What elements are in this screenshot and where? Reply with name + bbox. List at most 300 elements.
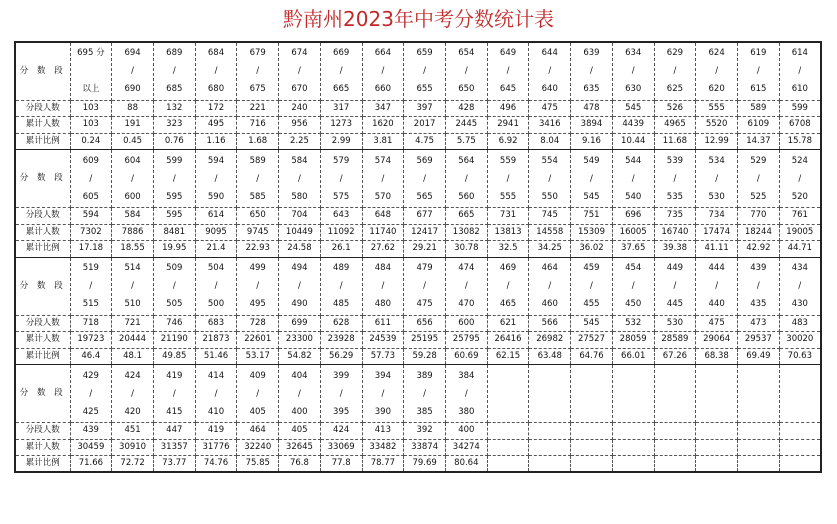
score-range-upper: 504	[207, 263, 225, 273]
score-range-upper: 539	[666, 155, 684, 166]
ratio-label: 累计比例	[15, 133, 70, 150]
score-range-lower: 565	[416, 191, 433, 202]
score-range-cell	[738, 42, 780, 100]
score-range-upper: 399	[333, 370, 350, 381]
score-range-upper: 544	[625, 155, 642, 166]
ratio-label: 累计比例	[15, 348, 70, 365]
count-cell: 656	[404, 315, 446, 332]
cumulative-cell: 4965	[654, 117, 696, 134]
score-range-upper: 434	[791, 263, 808, 273]
ratio-cell: 0.24	[70, 133, 112, 150]
count-cell: 530	[654, 315, 696, 332]
score-range-upper: 414	[207, 370, 225, 381]
score-range-separator: /	[590, 173, 593, 184]
cumulative-cell: 12417	[404, 224, 446, 241]
count-row	[15, 208, 821, 225]
score-range-lower: 435	[750, 299, 767, 309]
cumulative-label: 累计人数	[15, 117, 70, 134]
score-range-cell	[362, 42, 404, 100]
score-range-cell	[279, 257, 321, 315]
score-range-upper: 404	[291, 370, 308, 381]
cumulative-cell	[696, 439, 738, 456]
score-range-cell	[529, 257, 571, 315]
score-range-separator: /	[381, 388, 385, 399]
score-range-cell	[404, 257, 446, 315]
score-range-upper: 639	[583, 48, 600, 59]
score-range-upper: 479	[416, 263, 433, 273]
count-cell: 751	[571, 208, 613, 225]
ratio-cell: 3.81	[362, 133, 404, 150]
score-range-upper: 574	[374, 155, 391, 166]
score-range-cell	[738, 150, 780, 208]
score-range-separator: /	[423, 173, 427, 184]
score-range-separator: /	[715, 173, 719, 184]
ratio-cell: 5.75	[445, 133, 487, 150]
ratio-cell: 9.16	[571, 133, 613, 150]
ratio-cell: 39.38	[654, 241, 696, 258]
score-range-cell	[195, 150, 237, 208]
ratio-cell: 75.85	[237, 456, 279, 473]
count-cell: 447	[153, 423, 195, 440]
ratio-cell: 26.1	[320, 241, 362, 258]
count-cell: 595	[153, 208, 195, 225]
cumulative-cell: 25195	[404, 332, 446, 349]
score-range-lower: 545	[583, 191, 600, 202]
ratio-cell: 48.1	[112, 348, 154, 365]
ratio-cell: 0.45	[112, 133, 154, 150]
count-cell: 704	[279, 208, 321, 225]
count-cell: 746	[153, 315, 195, 332]
cumulative-cell: 11092	[320, 224, 362, 241]
score-range-upper: 619	[750, 48, 767, 59]
ratio-cell: 27.62	[362, 241, 404, 258]
score-range-upper: 649	[499, 48, 517, 59]
score-range-lower: 380	[458, 406, 475, 417]
score-range-separator: /	[339, 281, 343, 291]
count-cell: 594	[70, 208, 112, 225]
cumulative-cell: 34274	[445, 439, 487, 456]
score-range-lower: 540	[625, 191, 642, 202]
score-range-cell	[404, 365, 446, 423]
score-range-cell	[320, 365, 362, 423]
score-range-separator: /	[298, 388, 301, 399]
cumulative-cell: 16740	[654, 224, 696, 241]
count-cell: 496	[487, 100, 529, 117]
score-range-lower: 680	[207, 84, 225, 95]
ratio-cell: 37.65	[612, 241, 654, 258]
count-cell: 665	[445, 208, 487, 225]
cumulative-label: 累计人数	[15, 439, 70, 456]
cumulative-cell: 23928	[320, 332, 362, 349]
ratio-cell: 66.01	[612, 348, 654, 365]
ratio-cell	[571, 456, 613, 473]
score-range-lower: 650	[458, 84, 475, 95]
cumulative-cell: 5520	[696, 117, 738, 134]
cumulative-cell: 29064	[696, 332, 738, 349]
cumulative-cell: 2017	[404, 117, 446, 134]
score-range-cell	[70, 42, 112, 100]
score-range-cell	[487, 365, 529, 423]
cumulative-cell	[738, 439, 780, 456]
score-range-lower: 475	[416, 299, 433, 309]
score-range-lower: 555	[499, 191, 517, 202]
score-range-upper: 509	[166, 263, 183, 273]
count-cell: 419	[195, 423, 237, 440]
score-range-upper: 494	[291, 263, 308, 273]
score-range-lower: 415	[166, 406, 183, 417]
ratio-cell: 54.82	[279, 348, 321, 365]
count-cell: 745	[529, 208, 571, 225]
ratio-cell: 11.68	[654, 133, 696, 150]
score-range-cell	[487, 257, 529, 315]
ratio-cell: 51.46	[195, 348, 237, 365]
ratio-row	[15, 456, 821, 473]
score-range-lower: 580	[291, 191, 308, 202]
score-range-lower: 500	[207, 299, 225, 309]
cumulative-cell: 29537	[738, 332, 780, 349]
score-range-separator: /	[298, 173, 301, 184]
score-range-lower: 690	[124, 84, 141, 95]
score-range-separator: /	[172, 388, 176, 399]
count-cell: 718	[70, 315, 112, 332]
count-cell: 721	[112, 315, 154, 332]
count-cell: 696	[612, 208, 654, 225]
ratio-label: 累计比例	[15, 456, 70, 473]
score-range-lower: 425	[82, 406, 99, 417]
score-range-separator: /	[673, 66, 677, 77]
ratio-cell: 34.25	[529, 241, 571, 258]
score-range-upper: 589	[249, 155, 266, 166]
count-cell: 132	[153, 100, 195, 117]
score-range-cell	[195, 42, 237, 100]
score-range-upper: 489	[333, 263, 350, 273]
cumulative-cell: 13813	[487, 224, 529, 241]
cumulative-cell: 1273	[320, 117, 362, 134]
score-range-separator: /	[256, 66, 260, 77]
ratio-cell: 24.58	[279, 241, 321, 258]
ratio-cell: 44.71	[779, 241, 821, 258]
cumulative-cell: 27527	[571, 332, 613, 349]
cumulative-cell: 956	[279, 117, 321, 134]
count-cell: 621	[487, 315, 529, 332]
score-range-lower: 495	[249, 299, 266, 309]
score-range-cell	[362, 150, 404, 208]
score-range-separator: /	[715, 281, 719, 291]
score-range-upper: 419	[166, 370, 183, 381]
score-range-cell	[529, 150, 571, 208]
score-range-cell	[779, 365, 821, 423]
cumulative-cell: 1620	[362, 117, 404, 134]
cumulative-row	[15, 224, 821, 241]
score-range-cell	[70, 365, 112, 423]
score-range-cell	[738, 365, 780, 423]
score-range-upper: 549	[583, 155, 600, 166]
score-range-separator: /	[506, 66, 510, 77]
ratio-cell: 10.44	[612, 133, 654, 150]
count-cell: 589	[738, 100, 780, 117]
count-cell	[571, 423, 613, 440]
cumulative-cell: 3416	[529, 117, 571, 134]
score-range-lower: 640	[541, 84, 558, 95]
segment-row	[15, 42, 821, 100]
ratio-cell: 70.63	[779, 348, 821, 365]
segment-row	[15, 150, 821, 208]
cumulative-cell: 33482	[362, 439, 404, 456]
score-range-lower: 610	[791, 84, 808, 95]
segment-label: 分 数 段	[15, 365, 70, 423]
score-range-upper: 694	[124, 48, 141, 59]
count-cell: 761	[779, 208, 821, 225]
score-range-cell	[279, 42, 321, 100]
cumulative-cell: 32240	[237, 439, 279, 456]
score-range-separator: /	[464, 173, 468, 184]
ratio-cell: 21.4	[195, 241, 237, 258]
cumulative-cell: 33069	[320, 439, 362, 456]
score-range-upper: 389	[416, 370, 433, 381]
ratio-cell	[529, 456, 571, 473]
count-cell	[487, 423, 529, 440]
score-range-lower: 665	[333, 84, 350, 95]
score-range-lower: 560	[458, 191, 475, 202]
score-range-upper: 674	[291, 48, 308, 59]
score-range-cell	[696, 150, 738, 208]
count-cell: 566	[529, 315, 571, 332]
score-range-separator: /	[756, 281, 760, 291]
count-cell	[738, 423, 780, 440]
score-range-lower: 535	[666, 191, 684, 202]
score-range-lower: 490	[291, 299, 308, 309]
score-range-separator	[738, 385, 779, 403]
cumulative-row	[15, 439, 821, 456]
cumulative-cell: 6708	[779, 117, 821, 134]
score-range-separator: /	[256, 388, 260, 399]
score-range-separator	[780, 385, 820, 403]
cumulative-cell	[612, 439, 654, 456]
cumulative-cell: 7302	[70, 224, 112, 241]
score-range-cell	[612, 365, 654, 423]
score-range-separator: /	[798, 281, 802, 291]
score-range-upper: 609	[82, 155, 99, 166]
count-cell: 473	[738, 315, 780, 332]
count-cell: 526	[654, 100, 696, 117]
count-cell: 600	[445, 315, 487, 332]
score-range-upper: 624	[708, 48, 725, 59]
count-label: 分段人数	[15, 208, 70, 225]
score-range-separator: /	[381, 66, 385, 77]
score-range-cell	[112, 365, 154, 423]
score-range-lower: 660	[374, 84, 391, 95]
score-range-lower: 390	[374, 406, 391, 417]
score-range-cell	[779, 150, 821, 208]
ratio-cell	[612, 456, 654, 473]
ratio-cell: 1.16	[195, 133, 237, 150]
score-range-lower: 405	[249, 406, 266, 417]
ratio-cell: 29.21	[404, 241, 446, 258]
score-range-separator	[488, 385, 529, 403]
score-range-separator: /	[798, 66, 802, 77]
score-range-upper: 689	[166, 48, 183, 59]
score-range-separator: /	[214, 66, 218, 77]
ratio-cell: 14.37	[738, 133, 780, 150]
ratio-cell: 4.75	[404, 133, 446, 150]
count-label: 分段人数	[15, 100, 70, 117]
score-range-upper: 629	[666, 48, 684, 59]
score-range-separator: /	[715, 66, 719, 77]
cumulative-cell: 31776	[195, 439, 237, 456]
score-range-lower: 410	[207, 406, 225, 417]
score-range-upper: 659	[416, 48, 433, 59]
score-range-lower: 550	[541, 191, 558, 202]
score-range-lower: 600	[124, 191, 141, 202]
score-range-upper: 534	[708, 155, 725, 166]
score-range-upper: 474	[458, 263, 475, 273]
score-range-lower: 620	[708, 84, 725, 95]
count-row	[15, 315, 821, 332]
count-cell	[779, 423, 821, 440]
ratio-cell: 64.76	[571, 348, 613, 365]
score-table-body	[15, 42, 821, 472]
count-cell	[654, 423, 696, 440]
cumulative-cell	[654, 439, 696, 456]
segment-row	[15, 365, 821, 423]
ratio-cell: 74.76	[195, 456, 237, 473]
score-range-lower	[738, 403, 779, 421]
score-range-cell	[571, 150, 613, 208]
count-cell: 240	[279, 100, 321, 117]
score-range-separator: /	[673, 281, 677, 291]
count-cell: 643	[320, 208, 362, 225]
score-range-lower: 590	[207, 191, 225, 202]
score-range-cell	[70, 257, 112, 315]
ratio-cell: 53.17	[237, 348, 279, 365]
ratio-cell: 80.64	[445, 456, 487, 473]
ratio-cell: 30.78	[445, 241, 487, 258]
cumulative-cell: 11740	[362, 224, 404, 241]
cumulative-cell: 17474	[696, 224, 738, 241]
cumulative-cell: 20444	[112, 332, 154, 349]
score-range-separator: /	[172, 173, 176, 184]
score-range-separator: /	[590, 281, 593, 291]
score-range-separator: /	[131, 281, 135, 291]
score-range-lower: 670	[291, 84, 308, 95]
score-range-separator: /	[423, 388, 427, 399]
count-cell: 397	[404, 100, 446, 117]
cumulative-label: 累计人数	[15, 332, 70, 349]
cumulative-cell: 32645	[279, 439, 321, 456]
score-range-cell	[529, 365, 571, 423]
score-range-cell	[195, 365, 237, 423]
score-range-cell	[404, 150, 446, 208]
score-range-lower: 450	[625, 299, 642, 309]
cumulative-cell: 28589	[654, 332, 696, 349]
score-range-upper: 614	[791, 48, 808, 59]
score-range-lower: 625	[666, 84, 684, 95]
score-range-upper	[738, 367, 779, 385]
score-range-upper: 454	[625, 263, 642, 273]
score-range-lower: 685	[166, 84, 183, 95]
cumulative-cell: 30020	[779, 332, 821, 349]
cumulative-cell: 8481	[153, 224, 195, 241]
ratio-label: 累计比例	[15, 241, 70, 258]
segment-label: 分 数 段	[15, 150, 70, 208]
score-range-separator: /	[631, 66, 635, 77]
score-range-upper: 594	[207, 155, 225, 166]
count-cell: 478	[571, 100, 613, 117]
count-cell	[696, 423, 738, 440]
score-range-lower: 420	[124, 406, 141, 417]
count-cell: 545	[571, 315, 613, 332]
ratio-cell: 6.92	[487, 133, 529, 150]
score-range-cell	[445, 257, 487, 315]
count-cell: 317	[320, 100, 362, 117]
ratio-cell: 77.8	[320, 456, 362, 473]
score-range-upper: 514	[124, 263, 141, 273]
score-range-separator: /	[131, 173, 135, 184]
cumulative-cell: 21190	[153, 332, 195, 349]
count-cell: 483	[779, 315, 821, 332]
score-range-cell	[571, 365, 613, 423]
score-range-lower: 480	[374, 299, 391, 309]
score-range-upper: 599	[166, 155, 183, 166]
score-range-separator: /	[256, 173, 260, 184]
score-range-lower: 515	[82, 299, 99, 309]
score-range-cell	[195, 257, 237, 315]
score-range-upper: 554	[541, 155, 558, 166]
score-range-upper: 409	[249, 370, 266, 381]
cumulative-cell: 25795	[445, 332, 487, 349]
score-range-separator: /	[548, 281, 552, 291]
count-cell: 650	[237, 208, 279, 225]
cumulative-cell: 14558	[529, 224, 571, 241]
score-range-upper: 444	[708, 263, 725, 273]
score-range-cell	[279, 365, 321, 423]
cumulative-cell: 28059	[612, 332, 654, 349]
ratio-cell: 2.99	[320, 133, 362, 150]
score-range-lower: 675	[249, 84, 266, 95]
count-cell: 439	[70, 423, 112, 440]
count-cell: 677	[404, 208, 446, 225]
score-range-cell	[654, 365, 696, 423]
ratio-cell: 69.49	[738, 348, 780, 365]
count-cell: 770	[738, 208, 780, 225]
score-range-cell	[487, 42, 529, 100]
ratio-cell: 76.8	[279, 456, 321, 473]
score-range-lower: 655	[416, 84, 433, 95]
score-range-lower	[780, 403, 820, 421]
ratio-cell: 63.48	[529, 348, 571, 365]
count-cell: 475	[529, 100, 571, 117]
score-range-lower: 460	[541, 299, 558, 309]
ratio-cell: 49.85	[153, 348, 195, 365]
count-cell: 103	[70, 100, 112, 117]
count-cell: 728	[237, 315, 279, 332]
cumulative-cell	[487, 439, 529, 456]
score-range-lower	[529, 403, 570, 421]
score-range-lower: 635	[583, 84, 600, 95]
count-cell: 611	[362, 315, 404, 332]
score-range-separator: /	[756, 66, 760, 77]
count-cell: 424	[320, 423, 362, 440]
score-range-upper: 684	[207, 48, 225, 59]
score-range-separator: /	[214, 173, 218, 184]
count-cell: 221	[237, 100, 279, 117]
score-range-upper: 459	[583, 263, 600, 273]
cumulative-cell: 2941	[487, 117, 529, 134]
score-range-lower: 465	[499, 299, 517, 309]
score-range-lower: 585	[249, 191, 266, 202]
ratio-cell: 15.78	[779, 133, 821, 150]
score-range-separator: /	[464, 66, 468, 77]
